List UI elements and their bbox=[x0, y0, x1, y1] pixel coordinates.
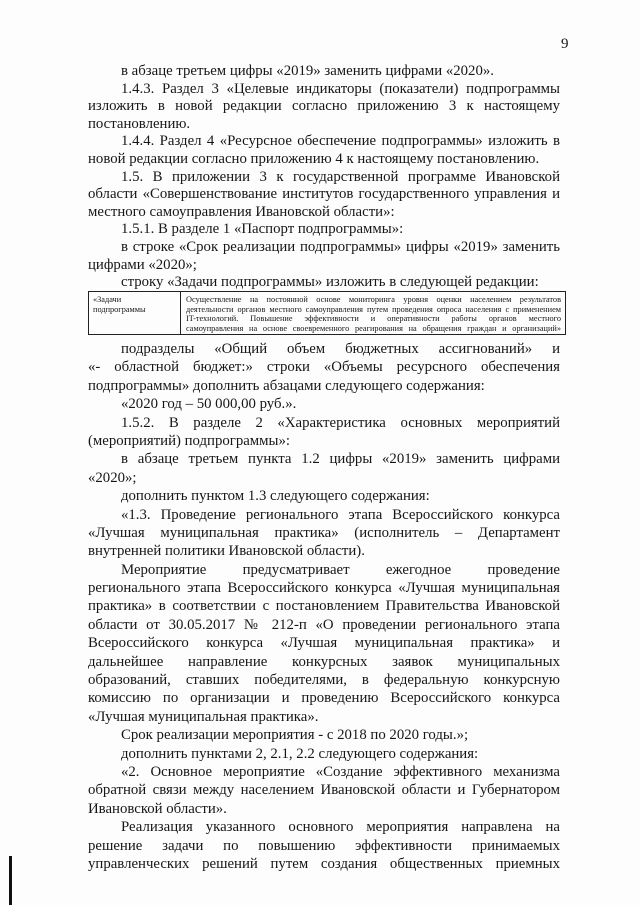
table-line: самоуправления на основе своевременного реагирования на обращения граждан и организаций» bbox=[186, 323, 561, 333]
text-block-after-table bbox=[88, 340, 560, 873]
text-line: в абзаце третьем цифры «2019» заменить цифрами «2020». bbox=[121, 63, 494, 79]
text-line: изложить в новой редакции согласно приложению 3 к настоящему bbox=[88, 98, 560, 115]
text-line: постановлению. bbox=[88, 115, 191, 132]
text-line: цифрами «2020»; bbox=[88, 256, 197, 273]
table-line: подпрограммы bbox=[93, 304, 146, 314]
text-line: (мероприятий) подпрограммы»: bbox=[88, 432, 290, 449]
text-line: «2020»; bbox=[88, 469, 137, 486]
text-line: 1.5. В приложении 3 к государственной программе Ивановской bbox=[121, 168, 560, 185]
text-line: «Лучшая муниципальная практика» (исполнитель – Департамент bbox=[88, 524, 560, 541]
text-line: подразделы «Общий объем бюджетных ассигнований» и bbox=[121, 341, 560, 357]
table-line: «Задачи bbox=[93, 295, 122, 304]
table-line: деятельности органов местного самоуправления путем проведения опроса населения с применением bbox=[186, 304, 561, 314]
table-line: IT-технологий. Повышение эффективности и оперативности работы органов местного bbox=[186, 314, 561, 324]
text-line: регионального этапа Всероссийского конкурса «Лучшая муниципальная bbox=[88, 580, 560, 597]
text-line: «Лучшая муниципальная практика». bbox=[88, 708, 319, 725]
text-line: «2020 год – 50 000,00 руб.». bbox=[121, 396, 297, 413]
text-line: Срок реализации мероприятия - с 2018 по 2020 годы.»; bbox=[121, 727, 469, 744]
text-line: 1.5.1. В разделе 1 «Паспорт подпрограммы»: bbox=[121, 221, 404, 238]
tasks-table-label-cell bbox=[89, 292, 181, 334]
text-line: решение задачи по повышению эффективности принимаемых bbox=[88, 837, 560, 854]
text-line: комиссию по организации и проведению Всероссийского конкурса bbox=[88, 690, 560, 707]
text-line: обратной связи между населением Ивановской области и Губернатором bbox=[88, 782, 560, 799]
text-line: местного самоуправления Ивановской области»: bbox=[88, 203, 395, 220]
text-line: дополнить пунктами 2, 2.1, 2.2 следующего содержания: bbox=[121, 745, 479, 762]
text-line: внутренней политики Ивановской области). bbox=[88, 543, 365, 560]
text-line: практика» в соответствии с постановлением Правительства Ивановской bbox=[88, 598, 560, 615]
text-line: Всероссийского конкурса «Лучшая муниципальная практика» и bbox=[88, 635, 560, 652]
text-line: «1.3. Проведение регионального этапа Всероссийского конкурса bbox=[121, 506, 560, 523]
text-line: Ивановской области». bbox=[88, 800, 227, 817]
text-line: Реализация указанного основного мероприятия направлена на bbox=[121, 819, 560, 836]
text-line: «- областной бюджет:» строки «Объемы ресурсного обеспечения bbox=[88, 359, 560, 376]
scan-edge-mark bbox=[9, 856, 12, 905]
text-line: области «Совершенствование институтов государственного управления и bbox=[88, 186, 560, 203]
text-line: дополнить пунктом 1.3 следующего содержания: bbox=[121, 488, 430, 505]
tasks-table bbox=[88, 291, 566, 335]
text-line: 1.5.2. В разделе 2 «Характеристика основных мероприятий bbox=[121, 414, 560, 431]
text-line: 1.4.3. Раздел 3 «Целевые индикаторы (показатели) подпрограммы bbox=[121, 80, 560, 97]
text-line: управленческих решений путем создания общественных приемных bbox=[88, 855, 560, 872]
text-line: подпрограммы» дополнить абзацами следующего содержания: bbox=[88, 377, 485, 394]
text-line: новой редакции согласно приложению 4 к настоящему постановлению. bbox=[88, 150, 540, 167]
text-line: 1.4.4. Раздел 4 «Ресурсное обеспечение подпрограммы» изложить в bbox=[121, 133, 560, 150]
text-line: строку «Задачи подпрограммы» изложить в следующей редакции: bbox=[121, 274, 539, 291]
text-line: области от 30.05.2017 № 212-п «О проведении регионального этапа bbox=[88, 616, 560, 633]
text-line: дальнейшее направление конкурсных заявок муниципальных bbox=[88, 653, 560, 670]
table-line: Осуществление на постоянной основе мониторинга уровня оценки населением результатов bbox=[186, 295, 561, 304]
text-line: Мероприятие предусматривает ежегодное проведение bbox=[121, 561, 560, 578]
page-number: 9 bbox=[561, 36, 569, 52]
text-line: в абзаце третьем пункта 1.2 цифры «2019» заменить цифрами bbox=[121, 451, 560, 468]
tasks-table-content-cell bbox=[181, 292, 565, 334]
text-block-before-table bbox=[88, 63, 560, 292]
text-line: в строке «Срок реализации подпрограммы» цифры «2019» заменить bbox=[121, 238, 560, 255]
text-line: «2. Основное мероприятие «Создание эффективного механизма bbox=[121, 763, 560, 780]
text-line: образований, ставших победителями, в федеральную конкурсную bbox=[88, 672, 560, 689]
